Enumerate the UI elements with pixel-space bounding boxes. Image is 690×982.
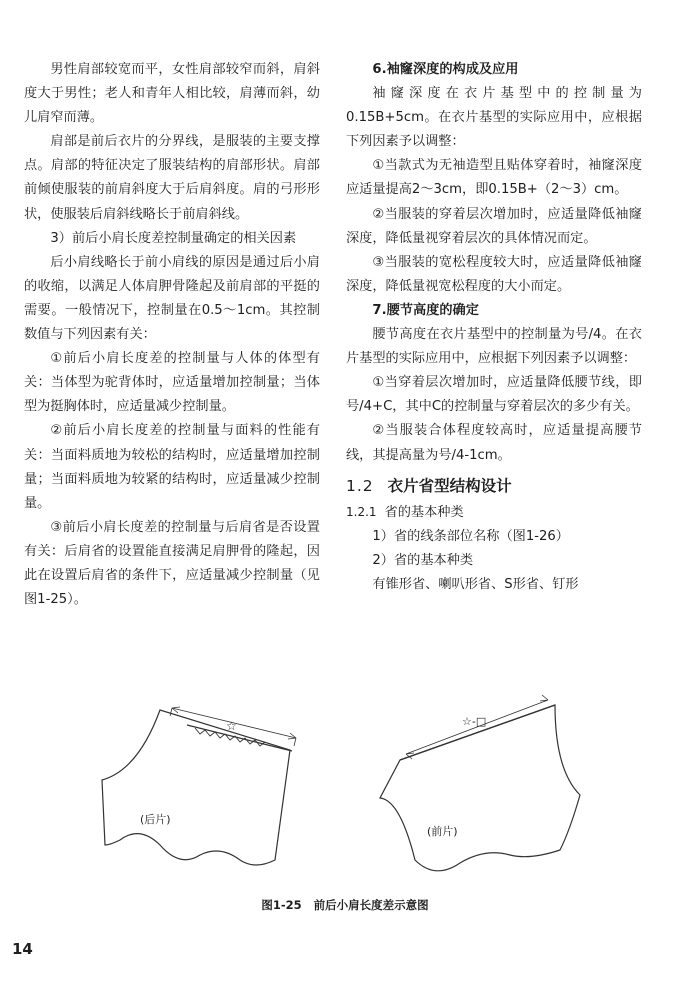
front-shoulder-line [400,705,555,760]
front-piece-outline [380,705,580,871]
front-piece-label: (前片) [427,825,458,838]
back-shoulder-line [187,725,292,751]
shoulder-diagram [100,680,640,910]
subheading: 3）前后小肩长度差控制量确定的相关因素 [50,230,297,246]
paragraph: ③当服装的宽松程度较大时，应适量降低袖窿深度，降低量视宽松程度的大小而定。 [346,254,642,294]
section-heading [346,472,642,500]
paragraph: 腰节高度在衣片基型中的控制量为号/4。在衣片基型的实际应用中，应根据下列因素予以调整： [346,327,642,367]
heading-waist-height: 7.腰节高度的确定 [372,302,479,318]
back-mark: ☆ [226,719,237,733]
heading-armhole-depth: 6.袖窿深度的构成及应用 [372,62,519,77]
paragraph: 袖窿深度在衣片基型中的控制量为0.15B+5cm。在衣片基型的实际应用中，应根据下列因素予以调整： [346,86,642,150]
paragraph: ②当服装合体程度较高时，应适量提高腰节线，其提高量为号/4-1cm。 [346,423,642,463]
caption-title: 前后小肩长度差示意图 [313,898,429,912]
paragraph: 后小肩线略长于前小肩线的原因是通过后小肩的收缩，以满足人体肩胛骨隆起及前肩部的平挺的需要。一般情况下，控制量在0.5～1cm。其控制数值与下列因素有关： [24,254,320,343]
paragraph: ①当款式为无袖造型且贴体穿着时，袖窿深度应适量提高2～3cm，即0.15B+（2～3）cm。 [346,158,642,198]
subsection-heading [346,500,642,525]
paragraph: 有锥形省、喇叭形省、S形省、钉形 [372,576,579,592]
list-item: 2）省的基本种类 [372,552,474,568]
paragraph: ①前后小肩长度差的控制量与人体的体型有关：当体型为驼背体时，应适量增加控制量；当体型为挺胸体时，应适量减少控制量。 [24,351,320,415]
right-column [346,58,642,597]
list-item: 1）省的线条部位名称（图1-26） [372,528,569,544]
subsection-title: 省的基本种类 [384,504,464,520]
paragraph: ③前后小肩长度差的控制量与后肩省是否设置有关：后肩省的设置能直接满足肩胛骨的隆起，因此在设置后肩省的条件下，应适量减少控制量（见图1-25）。 [24,519,320,608]
figure-shoulder-diagram [100,680,640,910]
page-number: 14 [12,940,33,958]
paragraph: ②前后小肩长度差的控制量与面料的性能有关：当面料质地为较松的结构时，应适量增加控制量；当面料质地为较紧的结构时，应适量减少控制量。 [24,423,320,511]
back-piece-label: (后片) [140,813,171,826]
left-column [24,58,320,612]
paragraph: 男性肩部较宽而平，女性肩部较窄而斜，肩斜度大于男性；老人和青年人相比较，肩薄而斜，幼儿肩窄而薄。 [24,62,320,126]
back-piece-outline [102,710,290,865]
figure-caption [0,897,690,913]
caption-number: 图1-25 [261,898,302,912]
paragraph: ②当服装的穿着层次增加时，应适量降低袖窿深度，降低量视穿着层次的具体情况而定。 [346,206,642,246]
front-mark: ☆-□ [462,715,487,728]
section-number: 1.2 [346,476,374,495]
subsection-number: 1.2.1 [346,504,377,519]
section-title: 衣片省型结构设计 [387,476,512,495]
paragraph: 肩部是前后衣片的分界线，是服装的主要支撑点。肩部的特征决定了服装结构的肩部形状。肩部前倾使服装的前肩斜度大于后肩斜度。肩的弓形形状，使服装后肩斜线略长于前肩斜线。 [24,134,320,222]
paragraph: ①当穿着层次增加时，应适量降低腰节线，即号/4+C，其中C的控制量与穿着层次的多少有关。 [346,375,642,415]
